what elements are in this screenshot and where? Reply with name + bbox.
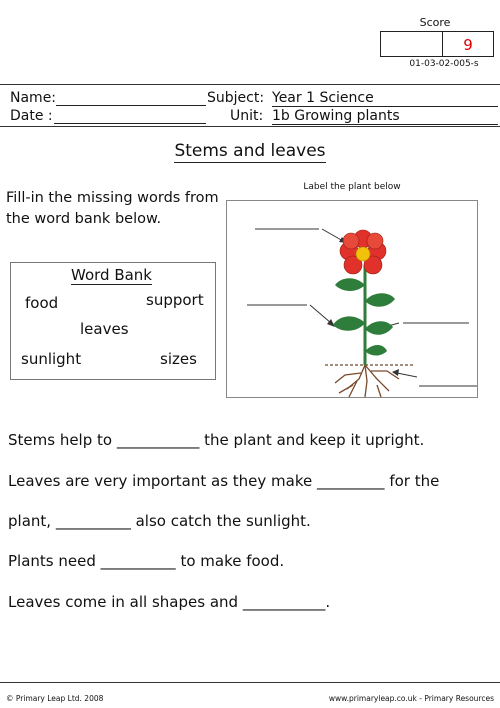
subject-value: Year 1 Science — [272, 90, 498, 107]
page-title: Stems and leaves — [174, 141, 326, 161]
roots — [335, 365, 399, 397]
unit-label: Unit: — [230, 108, 264, 124]
plant-illustration — [227, 201, 479, 399]
word-bank-word: leaves — [80, 320, 129, 338]
word-bank-word: sizes — [160, 350, 197, 368]
worksheet-code: 01-03-02-005-s — [409, 59, 479, 69]
sentence-1: Stems help to ___________ the plant and keep it upright. — [8, 431, 425, 449]
word-bank-word: support — [146, 291, 204, 309]
answer-blank[interactable]: _________ — [317, 472, 385, 490]
footer-website[interactable]: www.primaryleap.co.uk - Primary Resources — [328, 694, 494, 703]
answer-blank[interactable]: __________ — [100, 552, 176, 570]
sentence-4: Plants need __________ to make food. — [8, 552, 285, 570]
score-box — [380, 31, 494, 57]
answer-blank[interactable]: ___________ — [116, 431, 200, 449]
name-label: Name: — [10, 90, 57, 106]
word-bank — [10, 262, 216, 380]
word-bank-word: sunlight — [21, 350, 82, 368]
sentence-3: plant, __________ also catch the sunlight. — [8, 512, 311, 530]
sentence-5: Leaves come in all shapes and ___________. — [8, 593, 331, 611]
score-value: 9 — [463, 36, 473, 54]
plant-diagram — [226, 200, 478, 398]
date-field[interactable] — [54, 123, 206, 124]
sentence-2: Leaves are very important as they make _________ for the — [8, 472, 440, 490]
word-bank-word: food — [25, 294, 59, 312]
answer-blank[interactable]: __________ — [55, 512, 131, 530]
instructions: Fill-in the missing words from the word bank below. — [6, 190, 219, 227]
plant-caption: Label the plant below — [303, 182, 401, 192]
header-rule — [0, 126, 500, 127]
score-label: Score — [419, 16, 451, 29]
date-label: Date : — [10, 108, 53, 124]
unit-value: 1b Growing plants — [272, 108, 498, 125]
subject-label: Subject: — [207, 90, 265, 106]
word-bank-title: Word Bank — [71, 266, 152, 284]
top-rule — [0, 84, 500, 85]
name-field[interactable] — [56, 105, 206, 106]
answer-blank[interactable]: ___________. — [242, 593, 331, 611]
footer-copyright: © Primary Leap Ltd. 2008 — [6, 694, 104, 703]
footer-rule — [0, 682, 500, 683]
flower — [340, 230, 386, 274]
